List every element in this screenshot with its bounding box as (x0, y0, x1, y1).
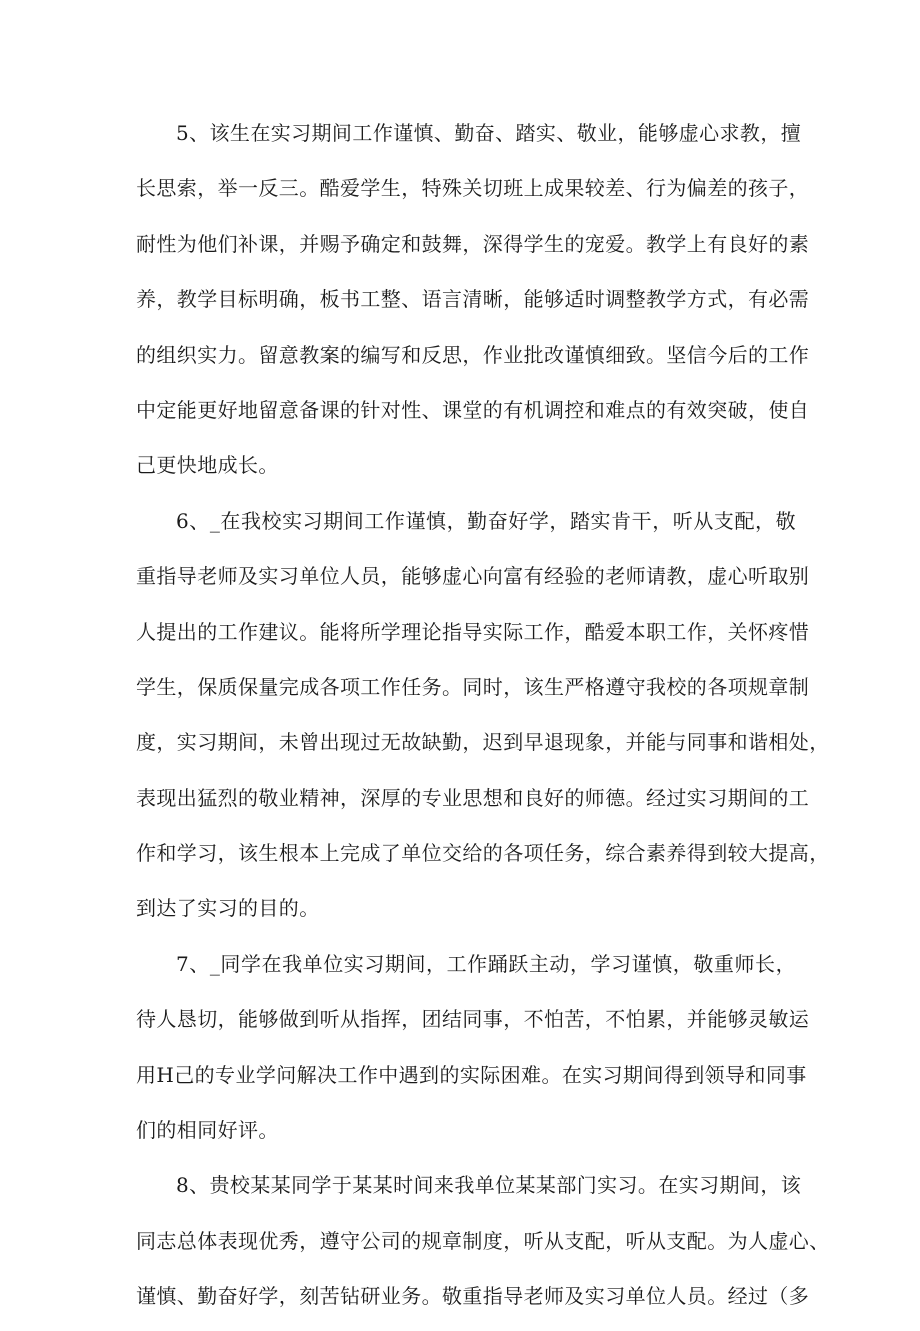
document-body (136, 112, 830, 1331)
text-line: 7、_同学在我单位实习期间，工作踊跃主动，学习谨慎，敬重师长， (176, 951, 796, 976)
paragraph-6 (136, 500, 830, 943)
text-line: 待人恳切，能够做到听从指挥，团结同事，不怕苦，不怕累，并能够灵敏运 (136, 1007, 810, 1032)
text-line: 谨慎、勤奋好学，刻苦钻研业务。敬重指导老师及实习单位人员。经过（多 (136, 1284, 810, 1309)
text-line: 长思索，举一反三。酷爱学生，特殊关切班上成果较差、行为偏差的孩子， (136, 176, 810, 201)
text-line: 们的相同好评。 (136, 1118, 279, 1143)
paragraph-5 (136, 112, 810, 500)
text-line: 5、该生在实习期间工作谨慎、勤奋、踏实、敬业，能够虚心求教，擅 (176, 121, 802, 145)
text-line: 度，实习期间，未曾出现过无故缺勤，迟到早退现象，并能与同事和谐相处， (136, 730, 830, 755)
text-line: 人提出的工作建议。能将所学理论指导实际工作，酷爱本职工作，关怀疼惜 (136, 619, 810, 644)
text-line: 重指导老师及实习单位人员，能够虚心向富有经验的老师请教，虚心听取别 (136, 564, 810, 589)
text-line: 用H己的专业学问解决工作中遇到的实际困难。在实习期间得到领导和同事 (136, 1062, 807, 1087)
text-line: 中定能更好地留意备课的针对性、课堂的有机调控和难点的有效突破，使自 (136, 397, 810, 422)
text-line: 耐性为他们补课，并赐予确定和鼓舞，深得学生的宠爱。教学上有良好的素 (136, 231, 810, 256)
paragraph-8 (136, 1164, 830, 1330)
text-line: 的组织实力。留意教案的编写和反思，作业批改谨慎细致。坚信今后的工作 (136, 342, 810, 367)
text-line: 养，教学目标明确，板书工整、语言清晰，能够适时调整教学方式，有必需 (136, 287, 810, 312)
text-line: 同志总体表现优秀，遵守公司的规章制度，听从支配，听从支配。为人虚心、 (136, 1228, 830, 1253)
text-line: 到达了实习的目的。 (136, 896, 320, 921)
text-line: 表现出猛烈的敬业精神，深厚的专业思想和良好的师德。经过实习期间的工 (136, 785, 810, 810)
text-line: 己更快地成长。 (136, 453, 279, 478)
text-line: 8、贵校某某同学于某某时间来我单位某某部门实习。在实习期间，该 (176, 1173, 802, 1198)
text-line: 作和学习，该生根本上完成了单位交给的各项任务，综合素养得到较大提高， (136, 841, 830, 866)
paragraph-7 (136, 943, 810, 1165)
text-line: 6、_在我校实习期间工作谨慎，勤奋好学，踏实肯干，听从支配，敬 (176, 508, 796, 533)
text-line: 学生，保质保量完成各项工作任务。同时，该生严格遵守我校的各项规章制 (136, 674, 810, 699)
